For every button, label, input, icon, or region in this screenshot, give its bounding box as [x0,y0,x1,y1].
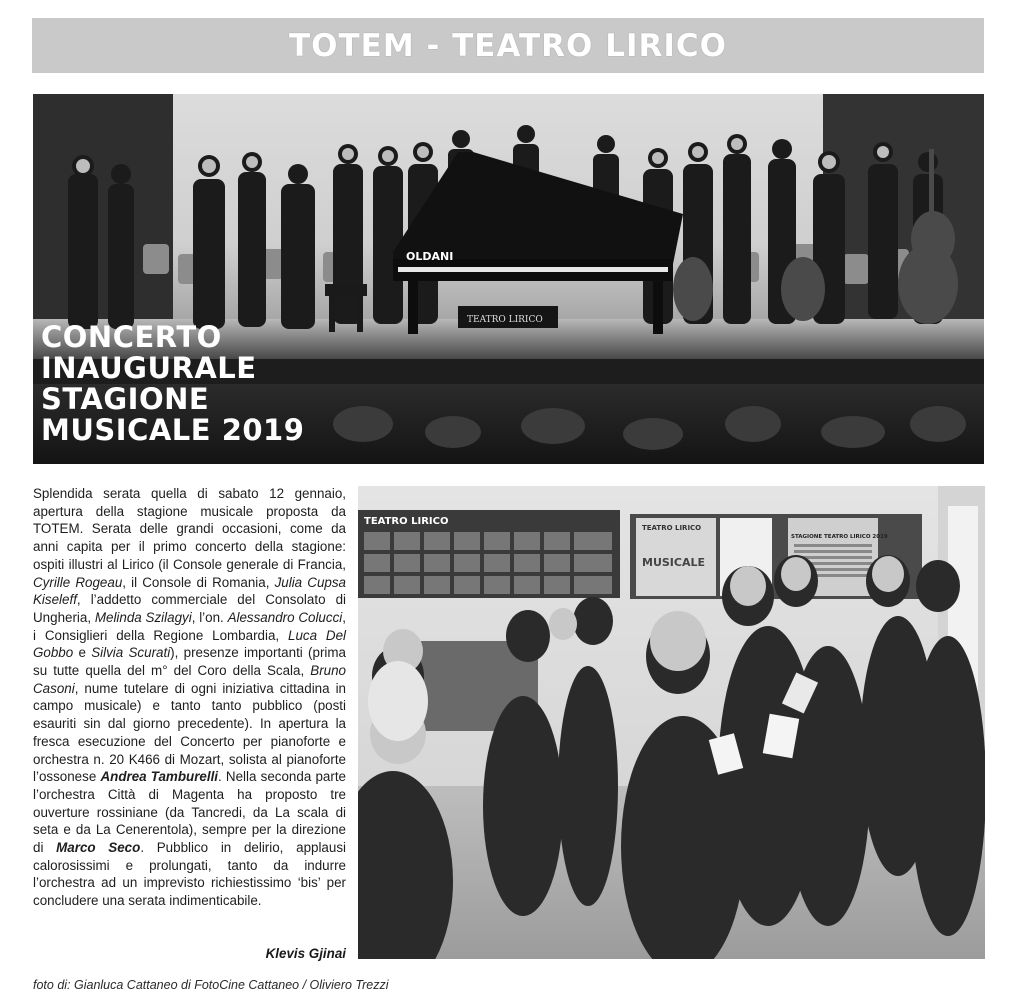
article-text: Splendida serata quella di sabato 12 gennaio, apertura della stagione musicale proposta da TOTEM. Serata delle grandi occasioni, come da anni capita per il primo concerto della stagione: ospiti illustri al Lirico (il Console generale di Francia, [33,486,346,572]
guest-name: Silvia Scurati [91,645,171,661]
photo-credit: foto di: Gianluca Cattaneo di FotoCine Cattaneo / Oliviero Trezzi [33,978,389,992]
banner-title: TOTEM - TEATRO LIRICO [289,27,727,64]
article-text: . Nella seconda parte l’orchestra Città di Magenta ha proposto tre ouverture rossiniane (da Tancredi, da La scala di seta e da La Cenerentola), sempre per la direzione di [33,769,346,856]
article-text: e [73,645,92,661]
article-body [33,485,346,910]
guest-name: Bruno Casoni [33,663,346,696]
guest-name: Julia Cupsa Kiseleff [33,574,346,608]
foyer-crowd-image [358,486,985,959]
wall-sign: TEATRO LIRICO [364,516,449,527]
headline-line-1: CONCERTO [41,320,222,354]
guest-name: Alessandro Colucci [227,609,343,625]
guest-name: Luca Del Gobbo [33,627,346,661]
article-text: , l’addetto commerciale del Consolato di Ungheria, [33,592,346,625]
article-text: ), presenze importanti (prima su tutte quella del m° del Coro della Scala, [33,645,346,679]
article-headline [41,322,304,446]
conductor-name: Marco Seco [56,840,141,856]
article-text: , i Consiglieri della Regione Lombardia, [33,609,346,643]
piano-brand-label: OLDANI [406,250,454,263]
stage-sign-label: TEATRO LIRICO [467,315,543,325]
header-banner [32,18,984,73]
soloist-name: Andrea Tamburelli [100,769,219,785]
reception-photo [358,486,985,959]
article-text: , l’on. [191,609,228,625]
guest-name: Melinda Szilagyi [94,609,192,625]
guest-name: Cyrille Rogeau [33,574,123,590]
poster-left-title: TEATRO LIRICO [642,524,702,532]
poster-left-word: MUSICALE [642,556,706,569]
headline-line-4: MUSICALE 2019 [41,413,305,447]
article-text: , il Console di Romania, [122,574,275,590]
concert-photo [33,94,984,464]
poster-right-title: STAGIONE TEATRO LIRICO 2019 [791,534,888,540]
article-text: , nume tutelare di ogni iniziativa cittadina in campo musicale) e tanto tanto pubblico (posti esauriti sin dal giorno precedente). In apertura la fresca esecuzione del Concerto per pianoforte e orchestra n. 20 K466 di Mozart, solista al pianoforte l’ossonese [33,680,346,785]
headline-line-2: INAUGURALE [41,351,257,385]
article-text: . Pubblico in delirio, applausi calorosissimi e prolungati, tanto da indurre l’orchestra ad un imprevisto richiestissimo ‘bis’ per concludere una serata indimenticabile. [33,840,346,909]
headline-line-3: STAGIONE [41,382,210,416]
article-author: Klevis Gjinai [265,946,346,961]
